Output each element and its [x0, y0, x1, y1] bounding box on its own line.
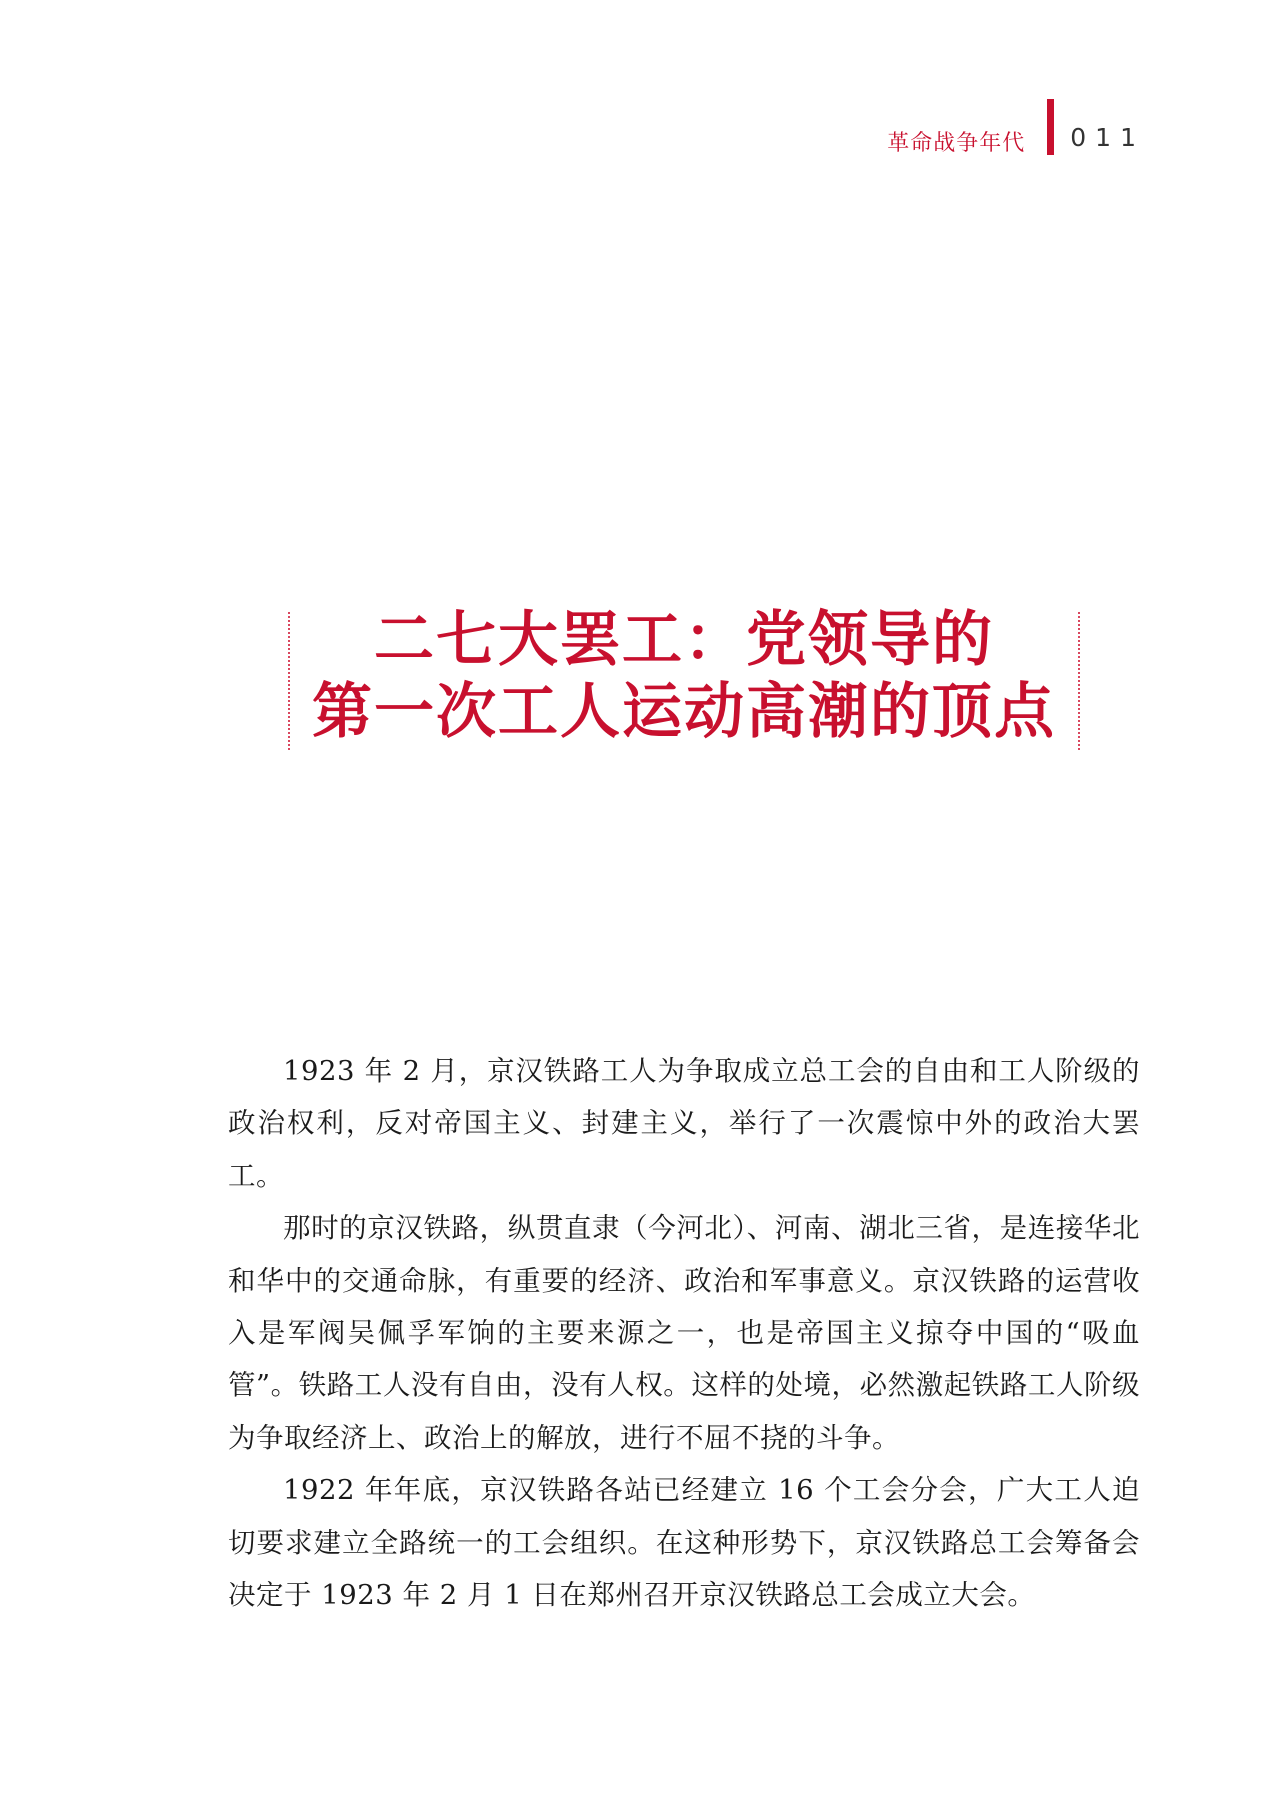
chapter-title-line-1: 二七大罢工：党领导的: [374, 605, 994, 675]
paragraph-3: 1922 年年底，京汉铁路各站已经建立 16 个工会分会，广大工人迫切要求建立全路统一的工会组织。在这种形势下，京汉铁路总工会筹备会决定于 1923 年 2 月 1 日在郑州召开京汉铁路总工会成立大会。: [228, 1474, 1140, 1612]
header-divider-bar: [1047, 99, 1054, 155]
chapter-title: [288, 605, 1080, 750]
section-title: 革命战争年代: [887, 131, 1026, 156]
paragraph-2: 那时的京汉铁路，纵贯直隶（今河北）、河南、湖北三省，是连接华北和华中的交通命脉，有重要的经济、政治和军事意义。京汉铁路的运营收入是军阀吴佩孚军饷的主要来源之一，也是帝国主义掠夺中国的“吸血管”。铁路工人没有自由，没有人权。这样的处境，必然激起铁路工人阶级为争取经济上、政治上的解放，进行不屈不挠的斗争。: [228, 1212, 1140, 1454]
running-header: [887, 118, 1145, 158]
chapter-title-line-2: 第一次工人运动高潮的顶点: [312, 677, 1056, 747]
paragraph-1: 1923 年 2 月，京汉铁路工人为争取成立总工会的自由和工人阶级的政治权利，反对帝国主义、封建主义，举行了一次震惊中外的政治大罢工。: [228, 1055, 1140, 1192]
body-text: [228, 1045, 1140, 1621]
page-number: 011: [1070, 123, 1145, 152]
